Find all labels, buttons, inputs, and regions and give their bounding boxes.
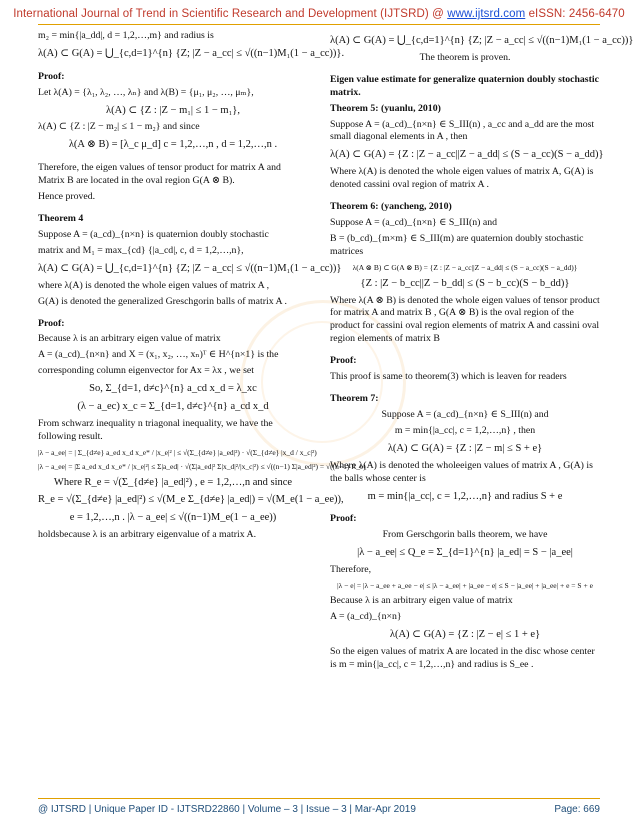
theorem-7-line-b: m = min{|a_cc|, c = 1,2,…,n} , then [394, 424, 536, 436]
proof-2-where-re: Where R_e = √(Σ_{d≠e} |a_ed|²) , e = 1,2,…,n and since [53, 476, 293, 488]
proof-4-heading: Proof: [330, 513, 357, 525]
proof-2-inequality-1: |λ − a_ee| = | Σ_{d≠e} a_ed x_d x_e* / |x_e|² | ≤ √(Σ_{d≠e} |a_ed|²) · √(Σ_{d≠e} |x_d / x_c|²) [38, 447, 317, 457]
theorem-4-equation: λ(A) ⊂ G(A) = ⋃_{c,d=1}^{n} {Z; |Z − a_cc| ≤ √((n−1)M₁(1 − a_cc))} [38, 262, 342, 274]
theorem-4-where: where λ(A) is denoted the whole eigen values of matrix A , [38, 279, 270, 291]
theorem-4-greschgorin: G(A) is denoted the generalized Greschgorin balls of matrix A . [38, 295, 287, 307]
equation-m2: λ(A) ⊂ {Z : |Z − m₂| ≤ 1 − m₂} and since [38, 121, 200, 133]
theorem-4-line-a: Suppose A = (a_cd)_{n×n} is quaternion doubly stochastic [38, 228, 269, 240]
theorem-5-equation: λ(A) ⊂ G(A) = {Z : |Z − a_cc||Z − a_dd| ≤ (S − a_cc)(S − a_dd)} [330, 149, 604, 161]
proof-2-schwarz: From schwarz inequality n triagonal inequality, we have the following result. [38, 417, 273, 442]
proof-4-equation-1: |λ − a_ee| ≤ Q_e = Σ_{d=1}^{n} |a_ed| = S − |a_ee| [357, 547, 573, 559]
right-column [330, 30, 634, 674]
proof-2-line-b: A = (a_cd)_{n×n} and X = (x₁, x₂, …, xₙ)ᵀ ∈ H^{n×1} is the [38, 349, 279, 361]
theorem-6-equation-2: {Z : |Z − b_cc||Z − b_dd| ≤ (S − b_cc)(S − b_dd)} [360, 277, 570, 289]
theorem-4-line-b: matrix and M₁ = max_{cd} {|a_cd|, c, d = 1,2,…,n}, [38, 244, 244, 256]
proof-4-because: Because λ is an arbitrary eigen value of matrix [330, 594, 513, 606]
journal-url-link[interactable]: www.ijtsrd.com [447, 8, 526, 20]
proof-heading: Proof: [38, 70, 65, 82]
journal-title: International Journal of Trend in Scientific Research and Development (IJTSRD) @ [13, 8, 444, 20]
footer-rule [38, 798, 600, 799]
proof-2-lambda-eq: (λ − a_ec) x_c = Σ_{d=1, d≠c}^{n} a_cd x_d [77, 401, 269, 413]
header-rule [38, 24, 600, 25]
journal-eissn: eISSN: 2456-6470 [528, 8, 625, 20]
theorem-6-line-a: Suppose A = (a_cd)_{n×n} ∈ S_III(n) and [330, 217, 498, 229]
proof-4-equation-2: |λ − e| = |λ − a_ee + a_ee − e| ≤ |λ − a_ee| + |a_ee − e| ≤ S − |a_ee| + |a_ee| + e = S + e [337, 581, 593, 591]
footer-paper-info: @ IJTSRD | Unique Paper ID - IJTSRD22860 | Volume – 3 | Issue – 3 | Mar-Apr 2019 [38, 804, 416, 815]
proof-2-line-a: Because λ is an arbitrary eigen value of matrix [38, 333, 221, 345]
footer-page-number: Page: 669 [554, 804, 600, 815]
proof-2-final-bound: e = 1,2,…,n . |λ − a_ee| ≤ √((n−1)M_e(1 − a_ee)) [69, 512, 277, 524]
proof-2-re-bound: R_e = √(Σ_{d≠e} |a_ed|²) ≤ √(M_e Σ_{d≠e} |a_ed|) = √(M_e(1 − a_ee)), [38, 494, 344, 506]
theorem-7-line-a: Suppose A = (a_cd)_{n×n} ∈ S_III(n) and [381, 408, 549, 420]
proof-4-conclusion: So the eigen values of matrix A are located in the disc whose center is m = min{|a_cc|, c = 1,2,…,n} and radius is S_ee . [330, 645, 595, 670]
proof-3-heading: Proof: [330, 355, 357, 367]
proof-line-let: Let λ(A) = {λ₁, λ₂, …, λₙ} and λ(B) = {μ₁, μ₂, …, μₘ}, [38, 86, 254, 98]
theorem-4-heading: Theorem 4 [38, 213, 84, 225]
proof-2-inequality-2: |λ − a_ee| = |Σ a_ed x_d x_e* / |x_e|²| ≤ Σ|a_ed| · √(Σ|a_ed|² Σ|x_d|²/|x_c|²) ≤ √((n−1) Σ|a_ed|²) = √((n−1) R_e) [38, 461, 366, 471]
equation-1: λ(A) ⊂ G(A) = ⋃_{c,d=1}^{n} {Z; |Z − a_cc| ≤ √((n−1)M₁(1 − a_cc))}. [38, 47, 345, 59]
proof-4-therefore: Therefore, [330, 564, 372, 576]
right-equation-1: λ(A) ⊂ G(A) = ⋃_{c,d=1}^{n} {Z; |Z − a_cc| ≤ √((n−1)M₁(1 − a_cc))} [330, 35, 634, 46]
proof-4-gerschgorin: From Gerschgorin balls theorem, we have [382, 529, 548, 541]
theorem-5-where: Where λ(A) is denoted the whole eigen values of matrix A, G(A) is denoted cassini oval region of matrix A . [330, 166, 594, 191]
theorem-7-heading: Theorem 7: [330, 393, 379, 405]
proof-2-line-c: corresponding column eigenvector for Ax = λx , we set [38, 365, 254, 377]
theorem-6-where: Where λ(A ⊗ B) is denoted the whole eigen values of tensor product for matrix A and matrix B , G(A ⊗ B) is the oval region of the product for cassini oval region elements of matrix A and cassini oval region elements of matrix B [330, 294, 600, 345]
proof-4-matrix: A = (a_cd)_{n×n} [330, 610, 402, 622]
journal-header [0, 8, 638, 20]
theorem-7-center: m = min{|a_cc|, c = 1,2,…,n} and radius S + e [367, 490, 563, 502]
line-m2-radius: m₂ = min{|a_dd|, d = 1,2,…,m} and radius is [38, 30, 214, 41]
theorem-7-equation: λ(A) ⊂ G(A) = {Z : |Z − m| ≤ S + e} [387, 442, 543, 454]
theorem-6-heading: Theorem 6: (yancheng, 2010) [330, 201, 452, 213]
theorem-6-equation-1: λ(A ⊗ B) ⊂ G(A ⊗ B) = {Z : |Z − a_cc||Z − a_dd| ≤ (S − a_cc)(S − a_dd)} [352, 262, 578, 272]
proof-2-sum: So, Σ_{d=1, d≠c}^{n} a_cd x_d = λ_xc [89, 383, 257, 395]
theorem-6-line-b: B = (b_cd)_{m×m} ∈ S_III(m) are quaternion doubly stochastic matrices [330, 232, 584, 257]
theorem-proven: The theorem is proven. [419, 51, 511, 63]
proof-4-equation-3: λ(A) ⊂ G(A) = {Z : |Z − e| ≤ 1 + e} [389, 628, 541, 640]
equation-m1: λ(A) ⊂ {Z : |Z − m₁| ≤ 1 − m₁}, [106, 104, 240, 116]
proof-conclusion: Therefore, the eigen values of tensor product for matrix A and Matrix B are located in the oval region G(A ⊗ B). [38, 162, 281, 187]
hence-proved: Hence proved. [38, 191, 96, 203]
proof-2-holds: holdsbecause λ is an arbitrary eigenvalue of a matrix A. [38, 529, 257, 541]
theorem-5-heading: Theorem 5: (yuanlu, 2010) [330, 102, 441, 114]
section-heading: Eigen value estimate for generalize quaternion doubly stochastic matrix. [330, 73, 599, 98]
proof-2-heading: Proof: [38, 317, 65, 329]
proof-3-text: This proof is same to theorem(3) which is leaven for readers [330, 371, 567, 383]
equation-tensor: λ(A ⊗ B) = [λ_c μ_d] c = 1,2,…,n , d = 1,2,…,n . [68, 139, 278, 151]
theorem-5-statement: Suppose A = (a_cd)_{n×n} ∈ S_III(n) , a_cc and a_dd are the most small diagonal elements in A , then [330, 118, 595, 143]
theorem-7-where: Where λ(A) is denoted the wholeeigen values of matrix A , G(A) is the balls whose center is [330, 459, 593, 484]
page-footer [38, 804, 600, 815]
